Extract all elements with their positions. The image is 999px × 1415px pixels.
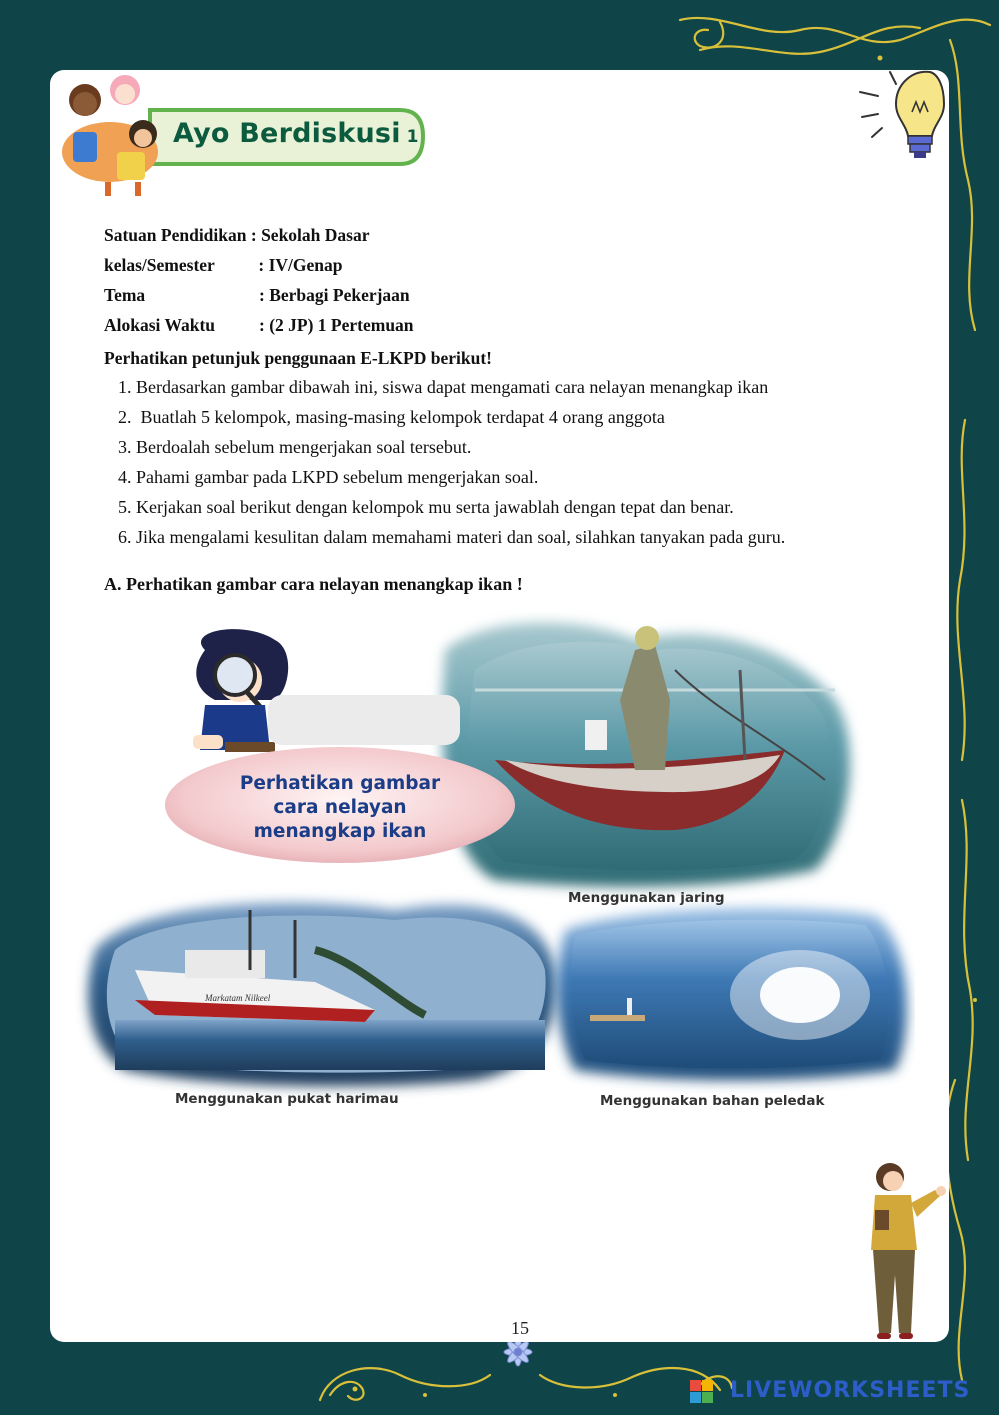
info-row-time: Alokasi Waktu : (2 JP) 1 Pertemuan (104, 315, 414, 335)
instructions-list (118, 377, 785, 557)
lightbulb-icon (850, 62, 950, 167)
bubble-text: Perhatikan gambar cara nelayan menangkap ikan (239, 773, 441, 842)
section-a-title: A. Perhatikan gambar cara nelayan menangkap ikan ! (104, 574, 523, 594)
watermark-text: LIVEWORKSHEETS (730, 1378, 971, 1403)
caption-jaring: Menggunakan jaring (568, 890, 725, 906)
liveworksheets-logo (690, 1378, 730, 1408)
instructions-title: Perhatikan petunjuk penggunaan E-LKPD berikut! (104, 348, 492, 368)
photo-trawler-boat (88, 903, 555, 1086)
caption-pukat: Menggunakan pukat harimau (175, 1091, 399, 1107)
children-illustration-icon (62, 75, 158, 196)
info-row-theme: Tema : Berbagi Pekerjaan (104, 285, 410, 305)
info-row-school: Satuan Pendidikan : Sekolah Dasar (104, 225, 370, 245)
list-item: 5. Kerjakan soal berikut dengan kelompok mu serta jawablah dengan tepat dan benar. (118, 497, 734, 517)
list-item: 6. Jika mengalami kesulitan dalam memahami materi dan soal, silahkan tanyakan pada guru. (118, 527, 786, 547)
caption-peledak: Menggunakan bahan peledak (600, 1093, 825, 1109)
list-item: 2. Buatlah 5 kelompok, masing-masing kelompok terdapat 4 orang anggota (118, 407, 665, 427)
photo-explosion-sea (557, 908, 907, 1080)
flower-ornament (504, 1338, 532, 1366)
info-row-class: kelas/Semester : IV/Genap (104, 255, 343, 275)
fishing-illustration (75, 610, 915, 1140)
banner-title: Ayo Berdiskusi 1 (173, 118, 419, 149)
boat-name-label: Markatam Nilkeel (205, 993, 271, 1003)
list-item: 1. Berdasarkan gambar dibawah ini, siswa dapat mengamati cara nelayan menangkap ikan (118, 377, 769, 397)
photo-fishing-net (442, 623, 849, 887)
page-number: 15 (511, 1318, 529, 1338)
detective-character-icon (193, 629, 460, 752)
teacher-character-icon (855, 1155, 955, 1345)
list-item: 3. Berdoalah sebelum mengerjakan soal tersebut. (118, 437, 472, 457)
list-item: 4. Pahami gambar pada LKPD sebelum mengerjakan soal. (118, 467, 539, 487)
